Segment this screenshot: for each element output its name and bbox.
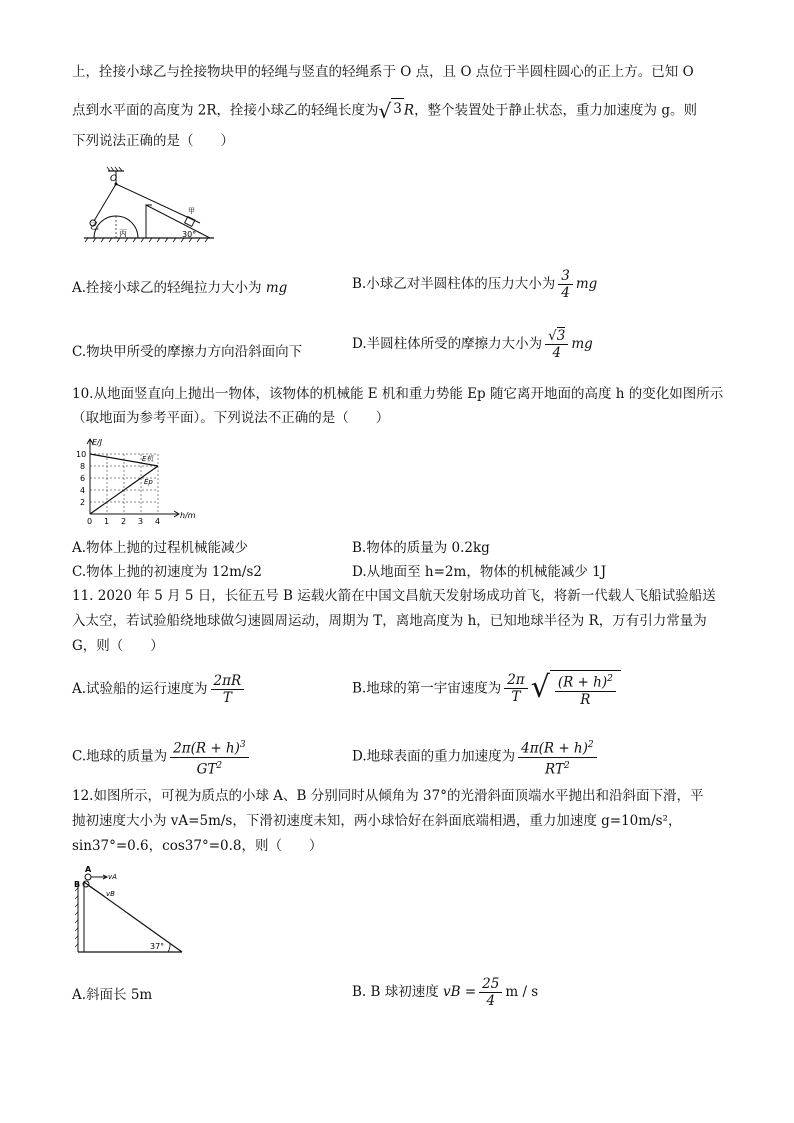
q12-line2: 抛初速度大小为 vA=5m/s，下滑初速度未知，两小球恰好在斜面底端相遇，重力加速度 g=10m/s²， xyxy=(72,813,682,829)
ytick-6: 6 xyxy=(80,474,86,483)
q12-option-b[interactable]: B. B 球初速度 vB = $\frac{25}{4}$ m / s xyxy=(352,976,539,1009)
label-o: O xyxy=(110,174,118,184)
q11-option-a[interactable]: A.试验船的运行速度为 $\frac{2\pi R}{T}$ xyxy=(72,673,247,706)
label-vb: vB xyxy=(106,890,115,898)
label-yi: 乙 xyxy=(90,222,100,232)
q9-option-b[interactable]: B.小球乙对半圆柱体的压力大小为 $\frac{3}{4}$ mg xyxy=(352,268,598,301)
label-ep: Ep xyxy=(144,478,153,486)
q9-option-c[interactable]: C.物块甲所受的摩擦力方向沿斜面向下 xyxy=(72,344,303,360)
q9-figure xyxy=(72,163,222,243)
label-30: 30° xyxy=(182,230,197,239)
ytick-8: 8 xyxy=(80,462,86,471)
q10-line2: （取地面为参考平面）。下列说法不正确的是（ ） xyxy=(72,410,390,426)
q10-line1: 10.从地面竖直向上抛出一物体，该物体的机械能 E 机和重力势能 Ep 随它离开地面的高度 h 的变化如图所示 xyxy=(72,386,724,402)
label-e-mech: E机 xyxy=(142,455,154,463)
sqrt-3: √ 3 xyxy=(378,99,402,123)
q11-line3: G，则（ ） xyxy=(72,638,164,654)
q10-option-d[interactable]: D.从地面至 h=2m，物体的机械能减少 1J xyxy=(352,564,607,580)
label-b: B xyxy=(74,880,81,889)
q11-option-d[interactable]: D.地球表面的重力加速度为 $\frac{4\pi(R + h)^2}{RT^2}$ xyxy=(352,737,600,777)
q11-line1: 11. 2020 年 5 月 5 日，长征五号 B 运载火箭在中国文昌航天发射场成功首飞，将新一代载人飞船试验船送 xyxy=(72,588,716,604)
q11-option-c[interactable]: C.地球的质量为 $\frac{2\pi(R + h)^3}{GT^2}$ xyxy=(72,737,252,777)
q10-option-a[interactable]: A.物体上抛的过程机械能减少 xyxy=(72,540,249,556)
ytick-4: 4 xyxy=(80,486,86,495)
xtick-1: 1 xyxy=(104,517,110,526)
q10-option-c[interactable]: C.物体上抛的初速度为 12m/s2 xyxy=(72,564,262,580)
q9-option-d[interactable]: D.半圆柱体所受的摩擦力大小为 $\frac{√3}{4}$ mg xyxy=(352,328,593,361)
q9-line3: 下列说法正确的是（ ） xyxy=(72,133,234,149)
xtick-2: 2 xyxy=(121,517,127,526)
q11-line2: 入太空，若试验船绕地球做匀速圆周运动，周期为 T，离地高度为 h，已知地球半径为 R，万有引力常量为 xyxy=(72,613,707,629)
q10-option-b[interactable]: B.物体的质量为 0.2kg xyxy=(352,540,490,556)
q12-line3: sin37°=0.6，cos37°=0.8，则（ ） xyxy=(72,838,323,854)
label-37: 37° xyxy=(150,942,165,951)
q9-line1: 上，拴接小球乙与拴接物块甲的轻绳与竖直的轻绳系于 O 点，且 O 点位于半圆柱圆心的正上方。已知 O xyxy=(72,64,694,80)
q12-figure xyxy=(72,866,192,956)
xtick-3: 3 xyxy=(138,517,144,526)
label-va: vA xyxy=(108,873,117,881)
label-a: A xyxy=(85,866,92,874)
chart-ylabel: E/J xyxy=(92,438,103,447)
q12-line1: 12.如图所示，可视为质点的小球 A、B 分别同时从倾角为 37°的光滑斜面顶端水平抛出和沿斜面下滑，平 xyxy=(72,788,704,804)
q9-option-a[interactable]: A.拴接小球乙的轻绳拉力大小为 mg xyxy=(72,280,288,296)
chart-xlabel: h/m xyxy=(180,511,196,520)
q10-chart xyxy=(72,436,202,528)
q11-option-b[interactable]: B.地球的第一宇宙速度为 $\frac{2\pi}{T}$ √ $\frac{(R + h)^2}{R}$ xyxy=(352,670,621,708)
q12-option-a[interactable]: A.斜面长 5m xyxy=(72,987,153,1003)
ytick-2: 2 xyxy=(80,498,86,507)
ytick-10: 10 xyxy=(76,450,87,459)
xtick-0: 0 xyxy=(87,517,93,526)
label-jia: 甲 xyxy=(188,207,195,215)
q9-line2: 点到水平面的高度为 2R，拴接小球乙的轻绳长度为 √ 3 R，整个装置处于静止状态，重力加速度为 g。则 xyxy=(72,99,697,123)
label-bing: 丙 xyxy=(119,229,127,238)
xtick-4: 4 xyxy=(155,517,161,526)
